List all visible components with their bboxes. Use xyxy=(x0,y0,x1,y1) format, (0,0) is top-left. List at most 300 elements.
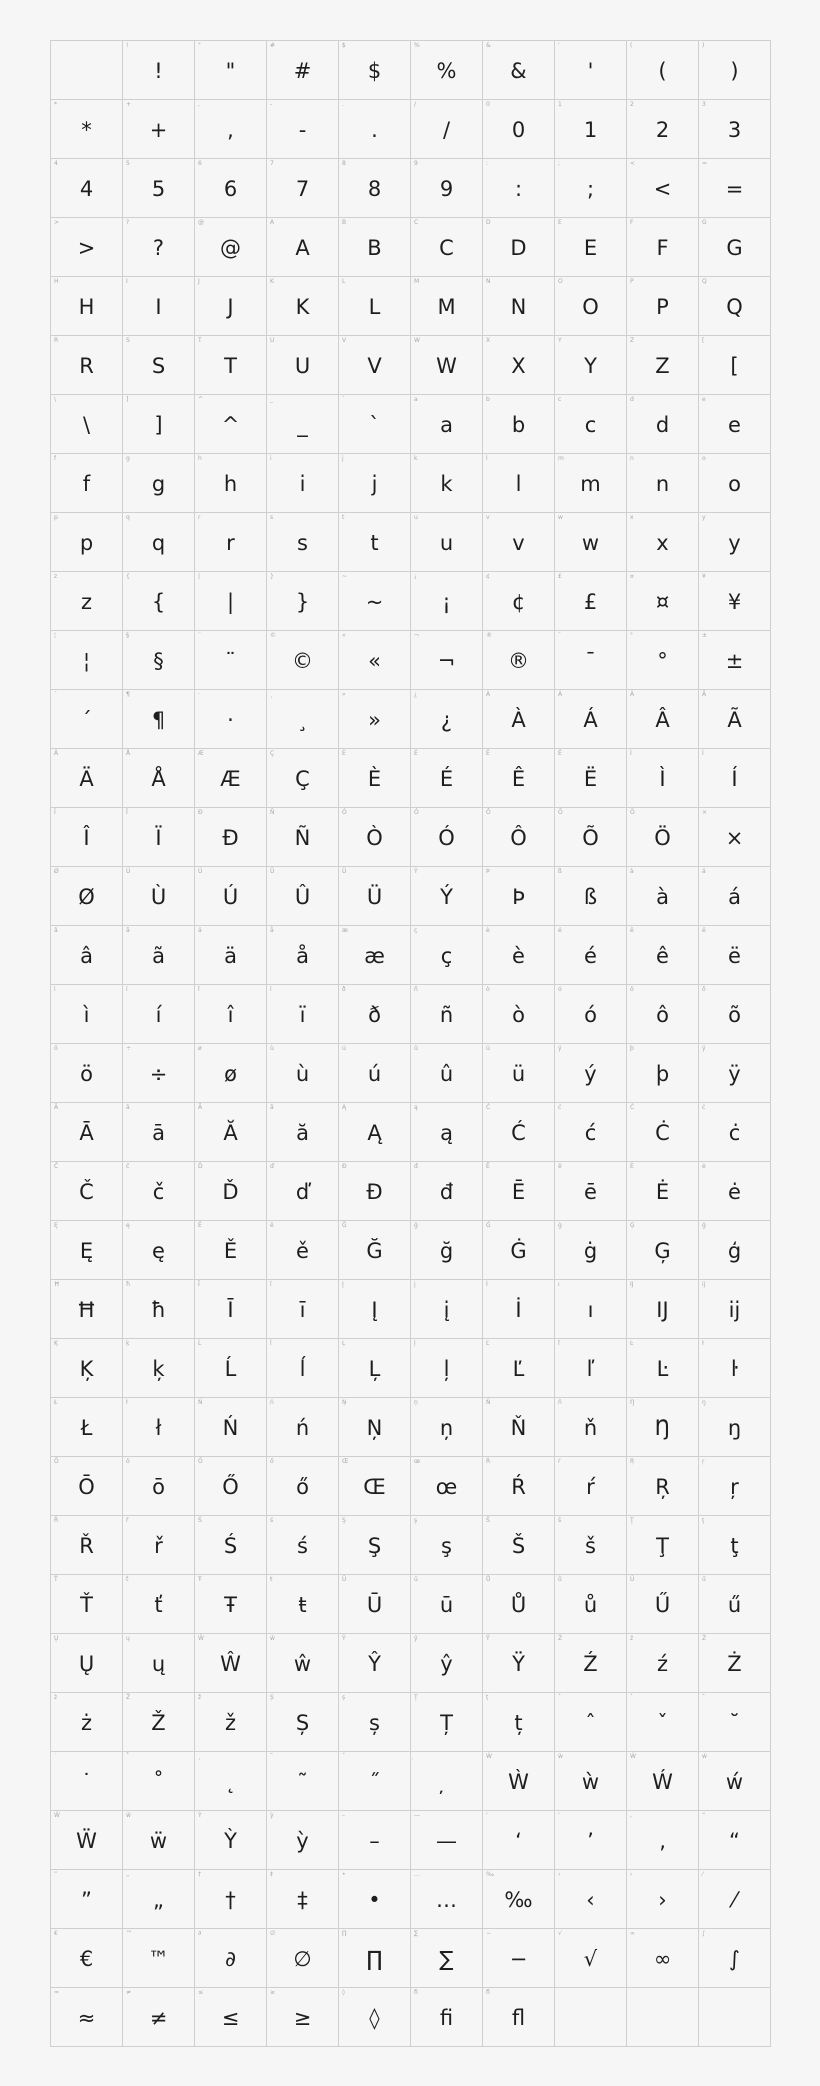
glyph-cell-label: Ā xyxy=(54,1104,59,1111)
glyph-cell xyxy=(699,926,771,985)
glyph-character: œ xyxy=(435,1475,458,1499)
glyph-character: [ xyxy=(730,354,739,378)
glyph-character: Ò xyxy=(366,826,383,850)
glyph-cell-label: N xyxy=(486,278,491,285)
glyph-character: ē xyxy=(584,1180,597,1204)
glyph-cell-label: [ xyxy=(702,337,705,344)
glyph-cell xyxy=(267,336,339,395)
glyph-cell-label: Æ xyxy=(198,750,204,757)
glyph-cell-label: — xyxy=(414,1812,420,1819)
glyph-cell-label: Ŀ xyxy=(630,1340,634,1347)
glyph-character: ê xyxy=(656,944,669,968)
glyph-cell xyxy=(123,1398,195,1457)
glyph-character: ` xyxy=(369,413,380,437)
glyph-cell-label: ź xyxy=(630,1635,634,1642)
glyph-character: ( xyxy=(658,59,667,83)
glyph-cell xyxy=(627,513,699,572)
glyph-character: W xyxy=(436,354,457,378)
glyph-cell-label: ’ xyxy=(558,1812,560,1819)
glyph-cell-label: ˘ xyxy=(702,1694,705,1701)
glyph-character: ý xyxy=(584,1062,597,1086)
glyph-character: Ŕ xyxy=(511,1475,526,1499)
glyph-cell xyxy=(483,690,555,749)
glyph-cell-label: ñ xyxy=(414,986,418,993)
glyph-character: ģ xyxy=(727,1239,742,1263)
glyph-cell-label: ĳ xyxy=(702,1281,706,1288)
glyph-cell-label: Ì xyxy=(630,750,632,757)
glyph-character: ¥ xyxy=(727,590,742,614)
glyph-cell xyxy=(123,808,195,867)
glyph-cell-label: Î xyxy=(54,809,56,816)
glyph-cell-label: m xyxy=(558,455,564,462)
glyph-cell-label: ý xyxy=(558,1045,562,1052)
glyph-cell-label: Ț xyxy=(414,1694,418,1701)
glyph-cell-label: « xyxy=(342,632,346,639)
glyph-character: Î xyxy=(83,826,90,850)
glyph-character: ‹ xyxy=(586,1888,595,1912)
glyph-character: à xyxy=(656,885,669,909)
glyph-character: ‡ xyxy=(297,1888,308,1912)
glyph-character: Ô xyxy=(510,826,527,850)
glyph-character: ü xyxy=(511,1062,526,1086)
glyph-character: ≥ xyxy=(293,2006,312,2030)
glyph-cell-label: ğ xyxy=(414,1222,418,1229)
glyph-cell-label: Ł xyxy=(54,1399,58,1406)
glyph-cell-label: ¸ xyxy=(270,691,273,698)
glyph-character: ŷ xyxy=(440,1652,453,1676)
glyph-cell-label: ® xyxy=(486,632,492,639)
glyph-character: ˛ xyxy=(225,1770,236,1794)
glyph-cell-label: t xyxy=(342,514,345,521)
glyph-character: Ġ xyxy=(510,1239,527,1263)
glyph-cell xyxy=(699,1221,771,1280)
glyph-character: ≠ xyxy=(149,2006,168,2030)
glyph-cell xyxy=(195,1339,267,1398)
glyph-cell-label: 2 xyxy=(630,101,634,108)
glyph-cell-label: ĺ xyxy=(270,1340,272,1347)
glyph-cell-label: ż xyxy=(54,1694,58,1701)
glyph-cell-label: ẁ xyxy=(558,1753,563,1760)
glyph-cell-label: ņ xyxy=(414,1399,418,1406)
glyph-cell-label: ? xyxy=(126,219,130,226)
glyph-cell-label: ŋ xyxy=(702,1399,706,1406)
glyph-cell xyxy=(51,1457,123,1516)
glyph-character: | xyxy=(226,590,235,614)
glyph-character: ≤ xyxy=(221,2006,240,2030)
glyph-character: M xyxy=(437,295,456,319)
glyph-cell xyxy=(123,336,195,395)
glyph-cell-label: … xyxy=(414,1871,420,1878)
glyph-character: ę xyxy=(152,1239,165,1263)
glyph-cell-empty xyxy=(699,1988,771,2047)
glyph-cell xyxy=(267,1575,339,1634)
glyph-character: e xyxy=(728,413,741,437)
glyph-character: Ė xyxy=(655,1180,670,1204)
glyph-cell xyxy=(339,985,411,1044)
glyph-cell xyxy=(627,1870,699,1929)
glyph-character: * xyxy=(81,118,92,142)
glyph-cell xyxy=(339,41,411,100)
glyph-cell xyxy=(483,1575,555,1634)
glyph-cell-label: K xyxy=(270,278,274,285)
glyph-cell xyxy=(627,1752,699,1811)
glyph-character: Í xyxy=(731,767,738,791)
glyph-character: ˇ xyxy=(657,1711,668,1735)
glyph-cell-label: √ xyxy=(558,1930,562,1937)
glyph-cell xyxy=(51,749,123,808)
glyph-cell-label: ‘ xyxy=(486,1812,488,1819)
glyph-cell xyxy=(411,1162,483,1221)
glyph-cell xyxy=(411,1693,483,1752)
glyph-cell-label: Ś xyxy=(198,1517,202,1524)
glyph-cell-label: ó xyxy=(558,986,562,993)
glyph-character: ž xyxy=(224,1711,237,1735)
glyph-character: Æ xyxy=(220,767,241,791)
glyph-cell xyxy=(555,513,627,572)
glyph-cell-label: ~ xyxy=(342,573,348,580)
glyph-cell xyxy=(627,277,699,336)
glyph-cell xyxy=(411,1870,483,1929)
glyph-cell-label: ‚ xyxy=(630,1812,632,1819)
glyph-cell-label: o xyxy=(702,455,706,462)
glyph-cell-label: à xyxy=(630,868,634,875)
glyph-cell xyxy=(627,690,699,749)
glyph-character: ĺ xyxy=(299,1357,306,1381)
glyph-character: · xyxy=(227,708,234,732)
glyph-cell-label: š xyxy=(558,1517,562,1524)
glyph-cell xyxy=(411,277,483,336)
glyph-cell xyxy=(411,1103,483,1162)
glyph-character: Ä xyxy=(79,767,94,791)
glyph-character: á xyxy=(728,885,741,909)
glyph-character: Ą xyxy=(367,1121,382,1145)
glyph-character: Ħ xyxy=(76,1298,97,1322)
glyph-character: Ó xyxy=(438,826,455,850)
glyph-character: Ģ xyxy=(654,1239,671,1263)
glyph-cell xyxy=(195,1752,267,1811)
glyph-cell xyxy=(699,1811,771,1870)
glyph-cell xyxy=(627,41,699,100)
glyph-cell xyxy=(51,926,123,985)
glyph-cell xyxy=(483,41,555,100)
glyph-cell-label: Ù xyxy=(126,868,131,875)
glyph-character: þ xyxy=(655,1062,670,1086)
glyph-cell-label: ű xyxy=(702,1576,706,1583)
glyph-cell xyxy=(627,159,699,218)
glyph-character: T xyxy=(224,354,237,378)
glyph-cell xyxy=(627,985,699,1044)
glyph-cell-label: ś xyxy=(270,1517,274,1524)
glyph-cell xyxy=(411,1575,483,1634)
glyph-cell xyxy=(195,277,267,336)
glyph-cell-label: Ú xyxy=(198,868,203,875)
glyph-character: » xyxy=(368,708,381,732)
glyph-character: ø xyxy=(224,1062,237,1086)
glyph-cell-label: * xyxy=(54,101,57,108)
glyph-cell xyxy=(627,1516,699,1575)
glyph-cell xyxy=(51,1752,123,1811)
glyph-cell xyxy=(51,277,123,336)
glyph-cell xyxy=(411,1811,483,1870)
glyph-cell xyxy=(699,985,771,1044)
glyph-character: x xyxy=(656,531,669,555)
glyph-cell-label: Ħ xyxy=(54,1281,60,1288)
glyph-cell-label: c xyxy=(558,396,562,403)
glyph-character: ų xyxy=(151,1652,166,1676)
glyph-cell xyxy=(555,1162,627,1221)
glyph-cell-label: ō xyxy=(126,1458,130,1465)
glyph-cell-label: € xyxy=(54,1930,58,1937)
glyph-cell-label: á xyxy=(702,868,706,875)
glyph-cell xyxy=(483,159,555,218)
glyph-cell-label: q xyxy=(126,514,130,521)
glyph-cell xyxy=(51,218,123,277)
glyph-cell-label: ē xyxy=(558,1163,562,1170)
glyph-character: Ü xyxy=(366,885,383,909)
glyph-character: 2 xyxy=(655,118,670,142)
glyph-cell-label: Ŕ xyxy=(486,1458,491,1465)
glyph-cell xyxy=(411,1044,483,1103)
glyph-character: Ų xyxy=(78,1652,95,1676)
glyph-cell-label: { xyxy=(126,573,130,580)
glyph-character: Ċ xyxy=(655,1121,670,1145)
glyph-cell xyxy=(123,1339,195,1398)
glyph-cell xyxy=(699,277,771,336)
glyph-cell xyxy=(267,867,339,926)
glyph-character: Ì xyxy=(659,767,666,791)
glyph-cell xyxy=(627,395,699,454)
glyph-cell xyxy=(339,1870,411,1929)
glyph-character: # xyxy=(293,59,312,83)
glyph-cell-label: ¿ xyxy=(414,691,418,698)
glyph-cell xyxy=(483,808,555,867)
glyph-cell xyxy=(627,1162,699,1221)
glyph-cell xyxy=(51,1044,123,1103)
glyph-cell xyxy=(483,985,555,1044)
glyph-cell-label: × xyxy=(702,809,708,816)
glyph-character: g xyxy=(151,472,166,496)
glyph-cell xyxy=(339,277,411,336)
glyph-character: " xyxy=(225,59,236,83)
glyph-cell-label: 3 xyxy=(702,101,706,108)
glyph-character: Ẅ xyxy=(76,1829,97,1853)
glyph-cell xyxy=(699,454,771,513)
glyph-character: ė xyxy=(728,1180,741,1204)
glyph-character: ö xyxy=(80,1062,93,1086)
glyph-character: ã xyxy=(152,944,165,968)
glyph-cell xyxy=(339,631,411,690)
glyph-cell xyxy=(339,1752,411,1811)
glyph-character: B xyxy=(367,236,382,260)
glyph-character: q xyxy=(151,531,166,555)
glyph-cell-label: Ć xyxy=(486,1104,491,1111)
glyph-cell xyxy=(195,749,267,808)
glyph-cell-label: ł xyxy=(126,1399,128,1406)
glyph-cell xyxy=(699,1339,771,1398)
glyph-cell xyxy=(699,1280,771,1339)
glyph-cell xyxy=(267,1044,339,1103)
glyph-character: K xyxy=(295,295,310,319)
glyph-character: { xyxy=(151,590,166,614)
glyph-cell xyxy=(195,1044,267,1103)
glyph-character: í xyxy=(155,1003,162,1027)
glyph-character: ğ xyxy=(439,1239,454,1263)
glyph-cell-label: Ĳ xyxy=(630,1281,634,1288)
glyph-character: ë xyxy=(728,944,741,968)
glyph-character: ∞ xyxy=(653,1947,672,1971)
glyph-character: 5 xyxy=(151,177,166,201)
glyph-cell-label: İ xyxy=(486,1281,488,1288)
glyph-cell-label: Õ xyxy=(558,809,563,816)
glyph-cell xyxy=(267,1280,339,1339)
glyph-character: › xyxy=(658,1888,667,1912)
glyph-cell xyxy=(267,1162,339,1221)
glyph-cell-label: z xyxy=(54,573,58,580)
glyph-character: ‘ xyxy=(515,1829,522,1853)
glyph-cell xyxy=(267,218,339,277)
glyph-character: ﬁ xyxy=(439,2006,454,2030)
glyph-character: Ÿ xyxy=(512,1652,525,1676)
glyph-cell-label: ı xyxy=(558,1281,560,1288)
glyph-character: Ő xyxy=(222,1475,239,1499)
glyph-cell-label: a xyxy=(414,396,418,403)
glyph-character: ) xyxy=(730,59,739,83)
glyph-cell-label: ň xyxy=(558,1399,562,1406)
glyph-cell xyxy=(627,867,699,926)
glyph-cell-label: O xyxy=(558,278,563,285)
glyph-cell xyxy=(555,1221,627,1280)
glyph-cell xyxy=(411,1280,483,1339)
glyph-cell xyxy=(483,1221,555,1280)
glyph-character: Ĺ xyxy=(224,1357,237,1381)
glyph-cell-label: Ķ xyxy=(54,1340,58,1347)
glyph-cell xyxy=(555,1516,627,1575)
glyph-cell-label: < xyxy=(630,160,636,167)
glyph-cell-label: ` xyxy=(342,396,345,403)
glyph-cell-label: 0 xyxy=(486,101,490,108)
glyph-cell xyxy=(627,1575,699,1634)
glyph-cell xyxy=(483,1162,555,1221)
glyph-cell-label: Ò xyxy=(342,809,347,816)
glyph-cell-label: H xyxy=(54,278,59,285)
glyph-cell xyxy=(123,1457,195,1516)
glyph-character: ˆ xyxy=(585,1711,596,1735)
glyph-character: Ă xyxy=(223,1121,238,1145)
glyph-cell-label: ¢ xyxy=(486,573,490,580)
glyph-cell xyxy=(411,1929,483,1988)
glyph-cell xyxy=(51,1280,123,1339)
glyph-character: ∑ xyxy=(439,1947,454,1971)
glyph-cell-label: ö xyxy=(54,1045,58,1052)
glyph-cell-label: ç xyxy=(414,927,418,934)
glyph-cell-label: i xyxy=(270,455,272,462)
glyph-cell-label: Ė xyxy=(630,1163,634,1170)
glyph-cell xyxy=(411,395,483,454)
glyph-cell-label: Ľ xyxy=(486,1340,490,1347)
glyph-cell xyxy=(699,1103,771,1162)
glyph-character: Ŗ xyxy=(655,1475,670,1499)
glyph-cell xyxy=(555,631,627,690)
glyph-cell xyxy=(555,218,627,277)
glyph-cell-label: ß xyxy=(558,868,562,875)
glyph-cell xyxy=(555,1339,627,1398)
glyph-cell xyxy=(699,1693,771,1752)
glyph-cell-label: 8 xyxy=(342,160,346,167)
glyph-cell xyxy=(411,1398,483,1457)
glyph-character: − xyxy=(509,1947,528,1971)
glyph-cell xyxy=(411,1634,483,1693)
glyph-cell xyxy=(267,277,339,336)
glyph-cell xyxy=(483,1339,555,1398)
glyph-character: ¤ xyxy=(655,590,670,614)
glyph-character: å xyxy=(296,944,309,968)
glyph-cell xyxy=(339,336,411,395)
glyph-cell xyxy=(555,336,627,395)
glyph-character: Ć xyxy=(511,1121,526,1145)
glyph-cell-label: ä xyxy=(198,927,202,934)
glyph-cell xyxy=(123,218,195,277)
glyph-character: ñ xyxy=(439,1003,454,1027)
glyph-character: ů xyxy=(583,1593,598,1617)
glyph-character: â xyxy=(80,944,93,968)
glyph-character: ū xyxy=(439,1593,454,1617)
glyph-character: đ xyxy=(439,1180,454,1204)
glyph-cell xyxy=(267,1398,339,1457)
glyph-cell xyxy=(267,513,339,572)
glyph-character: ş xyxy=(441,1534,452,1558)
glyph-cell-label: í xyxy=(126,986,128,993)
glyph-cell-label: › xyxy=(630,1871,633,1878)
glyph-cell xyxy=(555,1929,627,1988)
glyph-character: ¦ xyxy=(82,649,91,673)
glyph-cell xyxy=(483,336,555,395)
glyph-cell xyxy=(195,159,267,218)
glyph-character: Ę xyxy=(79,1239,94,1263)
glyph-cell xyxy=(51,1339,123,1398)
glyph-cell xyxy=(627,1221,699,1280)
glyph-character: Ŵ xyxy=(220,1652,241,1676)
glyph-character: ì xyxy=(83,1003,90,1027)
glyph-cell xyxy=(699,41,771,100)
glyph-character: ű xyxy=(727,1593,742,1617)
glyph-cell-label: Ģ xyxy=(630,1222,635,1229)
glyph-cell-label: 5 xyxy=(126,160,130,167)
glyph-cell-label: » xyxy=(342,691,346,698)
glyph-cell-label: ú xyxy=(342,1045,346,1052)
glyph-cell xyxy=(267,572,339,631)
glyph-cell xyxy=(267,631,339,690)
glyph-cell xyxy=(339,749,411,808)
glyph-character: ∏ xyxy=(366,1947,383,1971)
glyph-cell xyxy=(51,159,123,218)
glyph-character: & xyxy=(510,59,527,83)
glyph-cell xyxy=(51,985,123,1044)
glyph-cell xyxy=(339,690,411,749)
glyph-character: J xyxy=(227,295,234,319)
glyph-cell xyxy=(699,1398,771,1457)
glyph-cell xyxy=(627,218,699,277)
glyph-character: D xyxy=(510,236,527,260)
glyph-cell xyxy=(627,808,699,867)
glyph-cell xyxy=(483,277,555,336)
glyph-cell-label: E xyxy=(558,219,562,226)
glyph-character: ẅ xyxy=(149,1829,168,1853)
glyph-character: î xyxy=(227,1003,234,1027)
glyph-cell xyxy=(339,1929,411,1988)
glyph-character: Ĳ xyxy=(656,1298,669,1322)
glyph-character: Ț xyxy=(440,1711,453,1735)
glyph-cell xyxy=(555,1870,627,1929)
